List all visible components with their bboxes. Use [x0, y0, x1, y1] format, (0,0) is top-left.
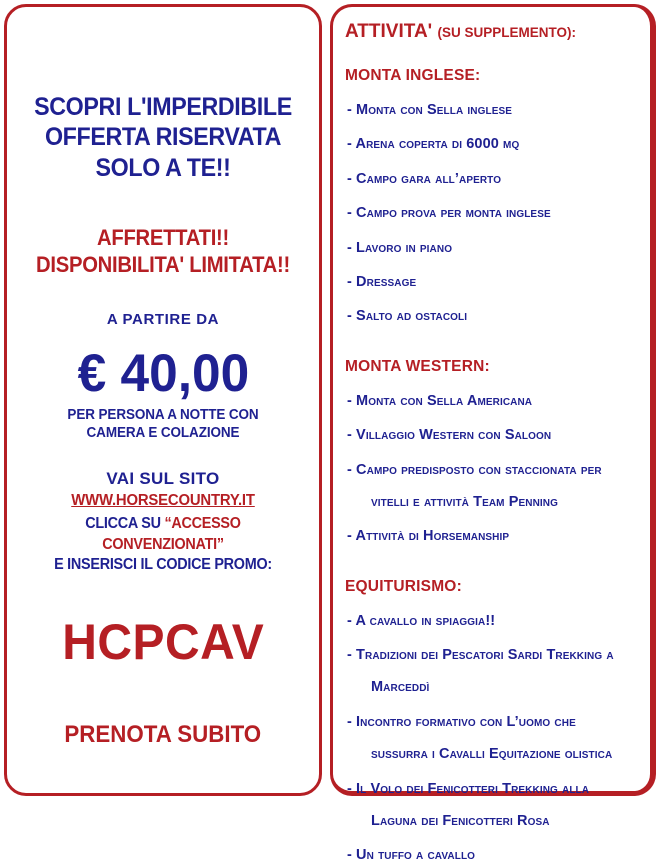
section-heading-monta-inglese: MONTA INGLESE:	[345, 67, 481, 84]
instruction-prefix: CLICCA SU	[85, 515, 165, 533]
price-from-label: A PARTIRE DA	[106, 311, 220, 329]
list-item: - Campo gara all’aperto	[347, 170, 502, 187]
activities-title	[345, 21, 643, 43]
list-item-continuation: sussurra i Cavalli Equitazione olistica	[371, 746, 613, 763]
headline-line-3: SOLO A TE!!	[95, 153, 231, 182]
list-item-text: - Il Volo dei Fenicotteri Trekking alla	[347, 780, 590, 797]
website-url-text: WWW.HORSECOUNTRY.IT	[71, 492, 255, 510]
list-item: - Arena coperta di 6000 mq	[347, 136, 520, 153]
headline	[15, 92, 311, 183]
urgency-line-2: DISPONIBILITA' LIMITATA!!	[36, 251, 290, 277]
activities-panel	[330, 4, 656, 864]
list-item: - Un tuffo a cavallo	[347, 847, 476, 864]
offer-panel-content	[7, 7, 319, 793]
promo-instructions	[15, 514, 311, 575]
price-note-line-1: PER PERSONA A NOTTE CON	[67, 407, 259, 424]
list-item	[345, 714, 643, 764]
section-heading-equiturismo: EQUITURISMO:	[345, 577, 462, 595]
list-item: - Monta con Sella inglese	[347, 102, 513, 118]
promo-code-value: HCPCAV	[61, 613, 264, 670]
visit-site-label: VAI SUL SITO	[106, 469, 220, 489]
list-item: - Campo prova per monta inglese	[347, 205, 551, 222]
book-now-cta[interactable]	[15, 721, 311, 749]
instruction-quoted-link-label: “ACCESSO CONVENZIONATI”	[102, 515, 241, 553]
list-item	[345, 462, 643, 512]
promo-code	[15, 613, 311, 670]
list-item-text: - Campo predisposto con staccionata per	[347, 461, 602, 478]
list-item	[345, 647, 643, 697]
list-item: - Lavoro in piano	[347, 239, 453, 256]
list-item-text: - Tradizioni dei Pescatori Sardi Trekking a	[347, 647, 614, 664]
list-item: - Salto ad ostacoli	[347, 308, 468, 325]
price-note	[15, 407, 311, 443]
list-item: - A cavallo in spiaggia!!	[347, 612, 496, 629]
offer-panel	[4, 4, 322, 796]
activities-title-sub: (SU SUPPLEMENTO):	[437, 25, 576, 40]
list-item	[345, 781, 643, 831]
list-item: - Dressage	[347, 273, 417, 290]
book-now-label: PRENOTA SUBITO	[64, 720, 262, 748]
urgency-message	[15, 225, 311, 279]
list-item-text: - Incontro formativo con L’uomo che	[347, 713, 576, 730]
instruction-line-2: E INSERISCI IL CODICE PROMO:	[54, 556, 272, 574]
price-value: € 40,00	[77, 344, 249, 404]
price-amount	[15, 344, 311, 404]
list-item-continuation: vitelli e attività Team Penning	[371, 493, 559, 510]
website-link[interactable]	[15, 492, 311, 510]
urgency-line-1: AFFRETTATI!!	[97, 224, 229, 250]
activities-title-main: ATTIVITA'	[345, 21, 433, 42]
headline-line-1: SCOPRI L'IMPERDIBILE	[34, 93, 292, 121]
list-item: - Villaggio Western con Saloon	[347, 427, 552, 444]
instruction-line-1	[30, 514, 296, 555]
list-item-continuation: Marceddì	[371, 679, 430, 696]
list-item: - Attività di Horsemanship	[347, 528, 510, 545]
list-item-continuation: Laguna dei Fenicotteri Rosa	[371, 813, 550, 830]
headline-line-2: OFFERTA RISERVATA	[44, 123, 282, 152]
price-note-line-2: CAMERA E COLAZIONE	[86, 425, 240, 442]
activities-panel-content	[333, 7, 653, 864]
section-heading-monta-western: MONTA WESTERN:	[345, 357, 490, 375]
list-item: - Monta con Sella Americana	[347, 392, 533, 409]
